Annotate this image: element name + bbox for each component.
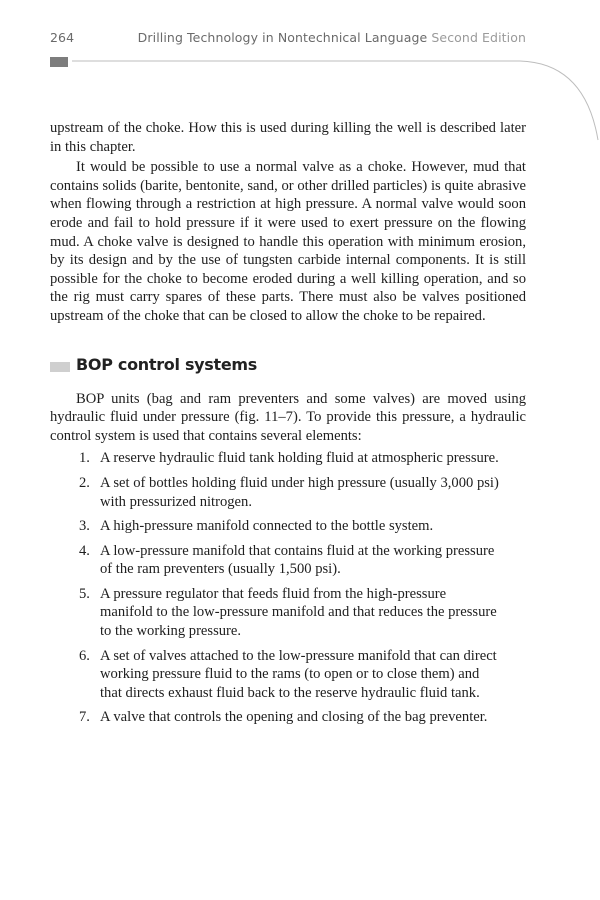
list-text: A set of valves attached to the low-pressure manifold that can direct working pressure fluid to the rams (to open or to close them) and that directs exhaust fluid back to the reserve hydraulic fluid tank. <box>100 647 497 701</box>
list-number: 7. <box>79 709 90 726</box>
list-item <box>50 585 526 641</box>
list-text: A set of bottles holding fluid under high pressure (usually 3,000 psi) with pressurized nitrogen. <box>100 474 499 510</box>
list-text: A pressure regulator that feeds fluid from the high-pressure manifold to the low-pressure manifold and that reduces the pressure to the working pressure. <box>100 585 497 640</box>
heading-bar-icon <box>50 362 70 372</box>
list-item <box>50 517 526 536</box>
list-number: 6. <box>79 647 90 664</box>
edition-label: Second Edition <box>431 30 526 45</box>
list-item <box>50 708 526 727</box>
list-number: 4. <box>79 542 90 559</box>
list-number: 1. <box>79 450 90 467</box>
list-text: A reserve hydraulic fluid tank holding fluid at atmospheric pressure. <box>100 450 499 467</box>
paragraph: BOP units (bag and ram preventers and some valves) are moved using hydraulic fluid under pressure (fig. 11–7). To provide this pressure, a hydraulic control system is used that contains several elements: <box>50 390 526 444</box>
section-heading <box>50 356 526 378</box>
list-item <box>50 647 526 703</box>
page-number: 264 <box>50 30 75 45</box>
paragraph: It would be possible to use a normal valve as a choke. However, mud that contains solids (barite, bentonite, sand, or other drilled particles) is quite abrasive when flowing through a restriction at high pressure. A normal valve would soon erode and fail to hold pressure if it were used to exert pressure on the flowing mud. A choke valve is designed to handle this operation with minimum erosion, by its design and by the use of tungsten carbide internal components. It is still possible for the choke to become eroded during a well killing operation, and so the rig must carry spares of these parts. There must also be valves positioned upstream of the choke that can be closed to allow the choke to be repaired. <box>50 159 526 324</box>
list-text: A valve that controls the opening and closing of the bag preventer. <box>100 709 488 726</box>
list-number: 3. <box>79 518 90 535</box>
list-item <box>50 542 526 579</box>
list-text: A high-pressure manifold connected to the bottle system. <box>100 518 434 535</box>
numbered-list <box>50 449 526 727</box>
list-item <box>50 449 526 468</box>
list-item <box>50 474 526 511</box>
list-text: A low-pressure manifold that contains fluid at the working pressure of the ram preventers (usually 1,500 psi). <box>100 542 495 578</box>
list-number: 2. <box>79 474 90 491</box>
list-number: 5. <box>79 585 90 602</box>
book-title: Drilling Technology in Nontechnical Language <box>137 30 428 45</box>
page-content <box>50 119 526 733</box>
paragraph: upstream of the choke. How this is used during killing the well is described later in this chapter. <box>50 120 526 155</box>
section-title: BOP control systems <box>76 354 258 374</box>
